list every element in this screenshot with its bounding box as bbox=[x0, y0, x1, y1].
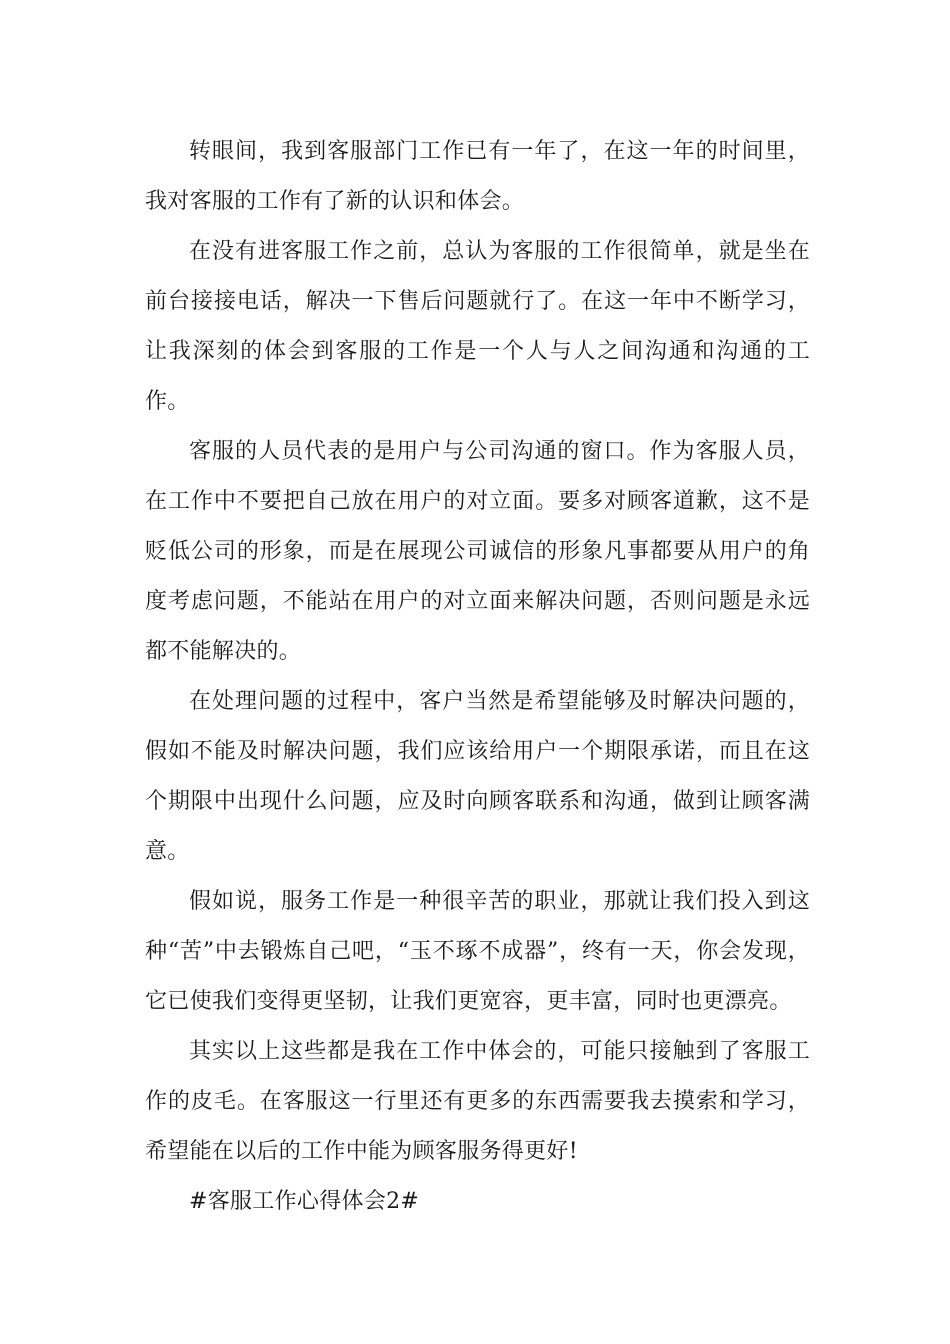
paragraph-3: 客服的人员代表的是用户与公司沟通的窗口。作为客服人员，在工作中不要把自己放在用户的对立面。要多对顾客道歉，这不是贬低公司的形象，而是在展现公司诚信的形象凡事都要从用户的角度考虑问题，不能站在用户的对立面来解决问题，否则问题是永远都不能解决的。 bbox=[145, 439, 810, 664]
paragraph-2: 在没有进客服工作之前，总认为客服的工作很简单，就是坐在前台接接电话，解决一下售后问题就行了。在这一年中不断学习，让我深刻的体会到客服的工作是一个人与人之间沟通和沟通的工作。 bbox=[145, 239, 810, 414]
document-body bbox=[145, 127, 810, 1227]
paragraph-1: 转眼间，我到客服部门工作已有一年了，在这一年的时间里，我对客服的工作有了新的认识和体会。 bbox=[145, 139, 810, 214]
paragraph-4: 在处理问题的过程中，客户当然是希望能够及时解决问题的，假如不能及时解决问题，我们应该给用户一个期限承诺，而且在这个期限中出现什么问题，应及时向顾客联系和沟通，做到让顾客满意。 bbox=[145, 689, 810, 864]
section-heading: #客服工作心得体会2# bbox=[189, 1189, 420, 1214]
paragraph-6: 其实以上这些都是我在工作中体会的，可能只接触到了客服工作的皮毛。在客服这一行里还有更多的东西需要我去摸索和学习，希望能在以后的工作中能为顾客服务得更好! bbox=[145, 1039, 810, 1164]
paragraph-5: 假如说，服务工作是一种很辛苦的职业，那就让我们投入到这种“苦”中去锻炼自己吧，“玉不琢不成器”，终有一天，你会发现，它已使我们变得更坚韧，让我们更宽容，更丰富，同时也更漂亮。 bbox=[145, 889, 810, 1014]
